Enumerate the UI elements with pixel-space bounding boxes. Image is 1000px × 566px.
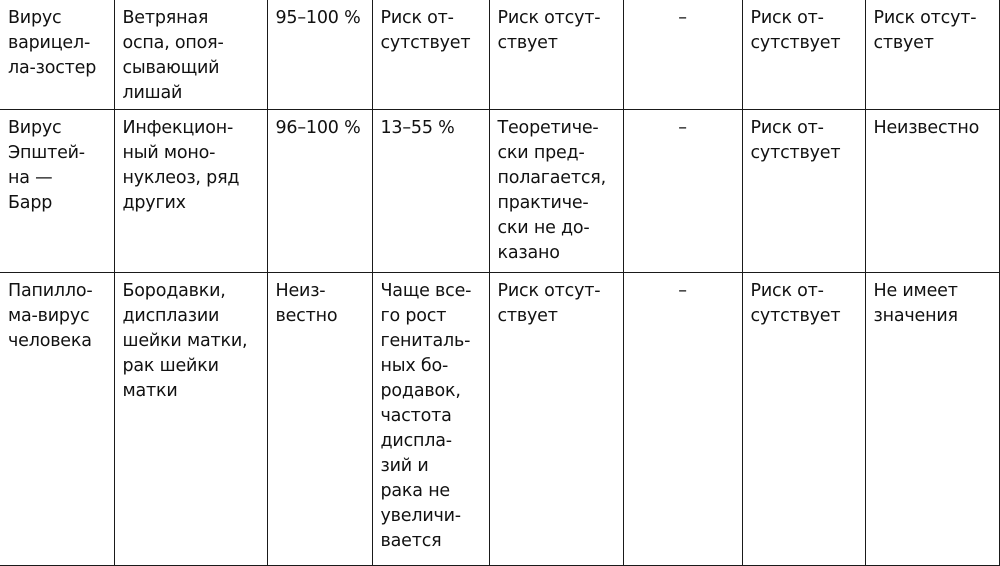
cell-text-line: 96–100 % — [275, 118, 361, 138]
cell-col6 — [623, 0, 742, 110]
cell-text-line: Бородавки, — [122, 281, 226, 301]
cell-text-line: рака не — [380, 481, 450, 501]
cell-text-line: на — — [8, 168, 53, 188]
cell-text-line: ный моно- — [122, 143, 216, 163]
cell-text-line: ски не до- — [497, 218, 590, 238]
cell-col5 — [489, 0, 623, 110]
cell-text-line: ски пред- — [497, 143, 585, 163]
cell-text-line: казано — [497, 243, 560, 263]
cell-text-line: рак шейки — [122, 356, 219, 376]
cell-prevalence — [267, 110, 372, 273]
cell-text-line: ствует — [497, 306, 558, 326]
cell-text-line: других — [122, 193, 186, 213]
cell-text-line: Вирус — [8, 118, 62, 138]
cell-virus-name — [0, 0, 114, 110]
cell-text-line: Риск от- — [750, 281, 824, 301]
cell-text-line: Неиз- — [275, 281, 326, 301]
cell-text-line: шейки матки, — [122, 331, 248, 351]
cell-col5 — [489, 110, 623, 273]
cell-text-line: Теоретиче- — [497, 118, 599, 138]
cell-text-line: сутствует — [750, 33, 841, 53]
cell-prevalence — [267, 0, 372, 110]
cell-text-line: ствует — [497, 33, 558, 53]
cell-text-line: диспла- — [380, 431, 452, 451]
cell-text-line: зий и — [380, 456, 429, 476]
cell-text-line: 13–55 % — [380, 118, 455, 138]
cell-text-line: нуклеоз, ряд — [122, 168, 240, 188]
cell-text-line: Чаще все- — [380, 281, 472, 301]
cell-text-line: 95–100 % — [275, 8, 361, 28]
cell-text-line: ных бо- — [380, 356, 449, 376]
cell-text-line: родавок, — [380, 381, 461, 401]
cell-text-line: оспа, опоя- — [122, 33, 224, 53]
cell-col4 — [372, 0, 489, 110]
cell-text-line: вестно — [275, 306, 338, 326]
cell-text-line: Риск от- — [750, 8, 824, 28]
cell-text-line: Риск отсут- — [497, 281, 601, 301]
table-row — [0, 0, 999, 110]
cell-col4 — [372, 110, 489, 273]
cell-text-line: Ветряная — [122, 8, 209, 28]
cell-text-line: Риск от- — [750, 118, 824, 138]
cell-virus-name — [0, 110, 114, 273]
cell-text-line: лишай — [122, 83, 183, 103]
table-row — [0, 110, 999, 273]
cell-text-line: практиче- — [497, 193, 589, 213]
cell-text-line: – — [678, 8, 687, 28]
cell-text-line: Барр — [8, 193, 53, 213]
cell-text-line: Риск от- — [380, 8, 454, 28]
cell-text-line: полагается, — [497, 168, 606, 188]
cell-prevalence — [267, 273, 372, 566]
cell-text-line: го рост — [380, 306, 447, 326]
cell-text-line: сутствует — [380, 33, 471, 53]
cell-text-line: сывающий — [122, 58, 220, 78]
cell-col6 — [623, 273, 742, 566]
cell-text-line: увеличи- — [380, 506, 461, 526]
cell-col5 — [489, 273, 623, 566]
cell-col7 — [742, 110, 865, 273]
cell-col8 — [865, 110, 999, 273]
cell-text-line: варицел- — [8, 33, 91, 53]
cell-text-line: Эпштей- — [8, 143, 85, 163]
cell-text-line: Инфекцион- — [122, 118, 234, 138]
cell-text-line: вается — [380, 531, 442, 551]
cell-text-line: ма-вирус — [8, 306, 90, 326]
cell-text-line: ствует — [873, 33, 934, 53]
cell-col7 — [742, 273, 865, 566]
cell-text-line: матки — [122, 381, 178, 401]
cell-disease — [114, 273, 267, 566]
cell-text-line: Вирус — [8, 8, 62, 28]
cell-text-line: – — [678, 281, 687, 301]
cell-col8 — [865, 0, 999, 110]
cell-text-line: Не имеет — [873, 281, 958, 301]
cell-text-line: Риск отсут- — [497, 8, 601, 28]
cell-text-line: гениталь- — [380, 331, 471, 351]
cell-text-line: дисплазии — [122, 306, 220, 326]
cell-text-line: частота — [380, 406, 452, 426]
cell-text-line: – — [678, 118, 687, 138]
cell-text-line: значения — [873, 306, 958, 326]
cell-virus-name — [0, 273, 114, 566]
cell-text-line: Риск отсут- — [873, 8, 977, 28]
cell-text-line: сутствует — [750, 306, 841, 326]
cell-text-line: ла-зостер — [8, 58, 97, 78]
cell-text-line: Папилло- — [8, 281, 93, 301]
cell-disease — [114, 0, 267, 110]
table-row — [0, 273, 999, 566]
cell-col8 — [865, 273, 999, 566]
cell-text-line: Неизвестно — [873, 118, 980, 138]
cell-col4 — [372, 273, 489, 566]
cell-text-line: сутствует — [750, 143, 841, 163]
cell-col7 — [742, 0, 865, 110]
cell-disease — [114, 110, 267, 273]
cell-col6 — [623, 110, 742, 273]
cell-text-line: человека — [8, 331, 92, 351]
